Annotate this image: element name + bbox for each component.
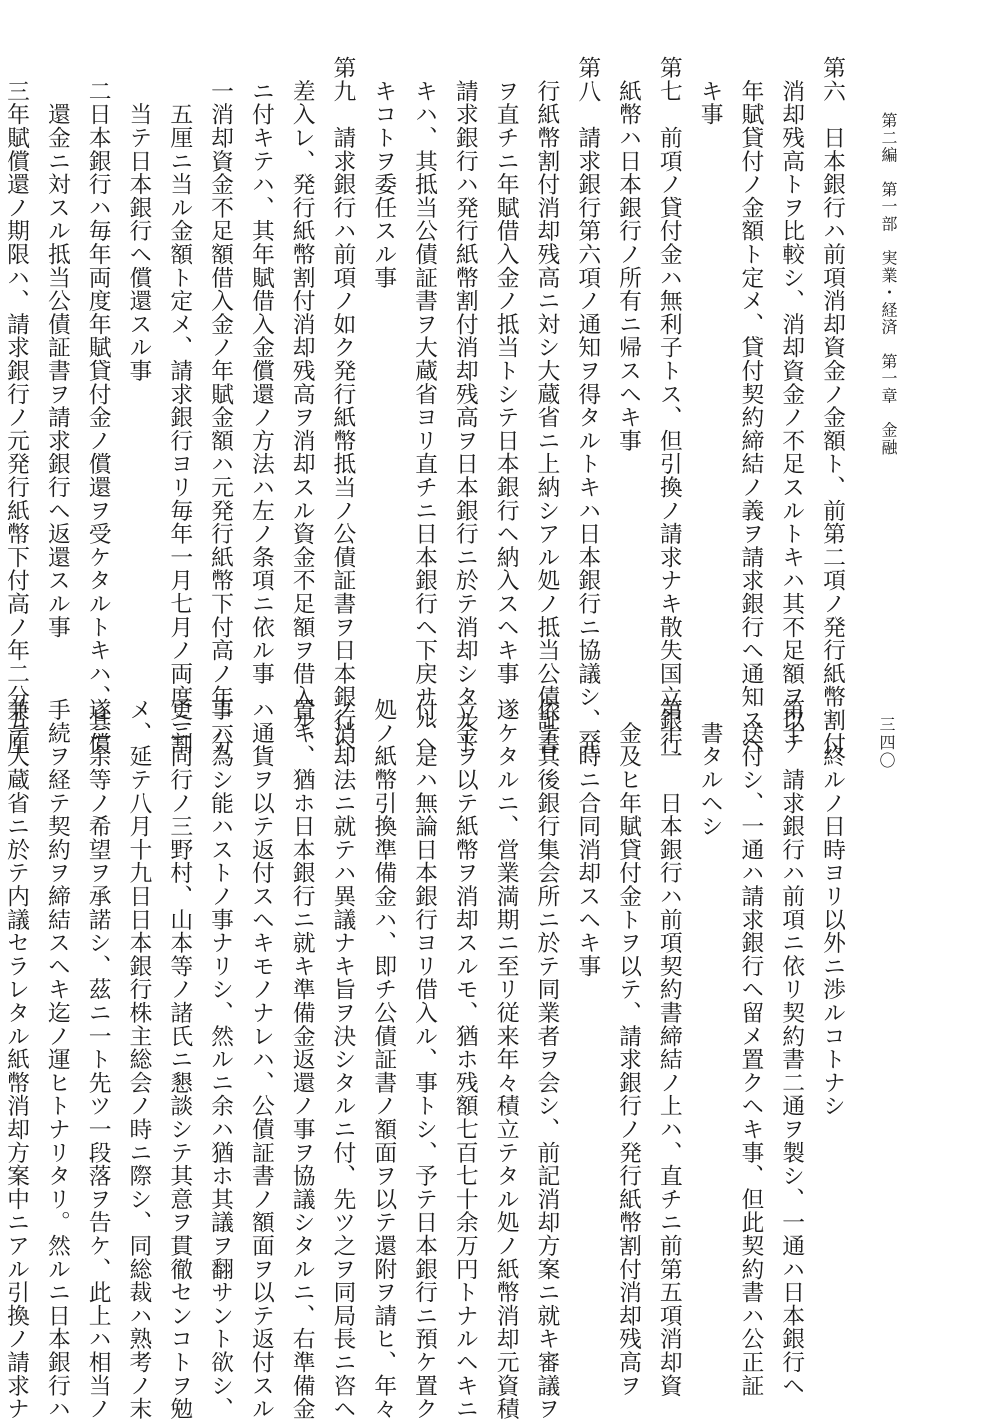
text-line: キコトヲ委任スル事 [370,56,397,289]
text-line: 二日本銀行ハ毎年両度年賦貸付金ノ償還ヲ受ケタルトキハ、其償 [84,56,111,755]
text-line: 当テ日本銀行ヘ償還スル事 [125,56,152,383]
text-line: 金及ヒ年賦貸付金トヲ以テ、請求銀行ノ発行紙幣割付消却残高ヲ [615,698,642,1397]
text-line: ハ通貨ヲ以テ返付スヘキモノナレハ、公債証書ノ額面ヲ以テ返付スル [247,698,274,1420]
page-number: 三四〇 [877,716,896,770]
text-line: 請求銀行ハ発行紙幣割付消却残高ヲ日本銀行ニ於テ消却シタルト [451,56,478,755]
text-line: 遂ケタルニ、営業満期ニ至リ従来年々積立テタル処ノ紙幣消却元資積 [492,698,519,1420]
text-line: 差入レ、発行紙幣割付消却残高ヲ消却スル資金不足額ヲ借入ル、 [288,56,315,755]
text-line: 一消却資金不足額借入金ノ年賦金額ハ元発行紙幣下付高ノ年二分 [207,56,234,755]
running-header: 第二編 第一部 実業・経済 第一章 金融 [879,112,898,456]
text-block-lower [3,698,852,1420]
text-line: 第十一 日本銀行ハ前項契約書締結ノ上ハ、直チニ前第五項消却資 [655,698,682,1397]
text-line: 第八 請求銀行第六項ノ通知ヲ得タルトキハ日本銀行ニ協議シ、発 [574,56,601,755]
text-line: メ、延テ八月十九日日本銀行株主総会ノ時ニ際シ、同総裁ハ熟考ノ末 [125,698,152,1420]
text-line: 三年賦償還ノ期限ハ、請求銀行ノ元発行紙幣下付高ノ年二分五厘 [3,56,30,755]
text-line: 更ニ同行ノ三野村、山本等ノ諸氏ニ懇談シテ其意ヲ貫徹センコトヲ勉 [166,698,193,1420]
text-line: 立金ヲ以テ紙幣ヲ消却スルモ、猶ホ残額七百七十余万円トナルヘキニ [451,698,478,1420]
text-line: 書タルヘシ [696,698,723,838]
text-line: 第七 前項ノ貸付金ハ無利子トス、但引換ノ請求ナキ散失国立銀行 [655,56,682,755]
text-line: ヲ直チニ年賦借入金ノ抵当トシテ日本銀行ヘ納入スヘキ事 [492,56,519,686]
text-line: 第十 請求銀行ハ前項ニ依リ契約書二通ヲ製シ、一通ハ日本銀行ヘ [778,698,805,1397]
text-line: 付、是ハ無論日本銀行ヨリ借入ル、事トシ、予テ日本銀行ニ預ケ置ク [411,698,438,1420]
text-line: 処ノ紙幣引換準備金ハ、即チ公債証書ノ額面ヲ以テ還附ヲ請ヒ、年々 [370,698,397,1420]
text-line: ニ付キテハ、其年賦借入金償還ノ方法ハ左ノ条項ニ依ル事 [247,56,274,686]
text-line: 手続ヲ経テ契約ヲ締結スヘキ迄ノ運ヒトナリタリ。然ルニ日本銀行ハ [43,698,70,1420]
text-line: 依テ其後銀行集会所ニ於テ同業者ヲ会シ、前記消却方案ニ就キ審議ヲ [533,698,560,1420]
text-line: 第九 請求銀行ハ前項ノ如ク発行紙幣抵当ノ公債証書ヲ日本銀行ヘ [329,56,356,755]
text-line: 送付シ、一通ハ請求銀行ヘ留メ置クヘキ事、但此契約書ハ公正証 [737,698,764,1397]
text-line: 行紙幣割付消却残高ニ対シ大蔵省ニ上納シアル処ノ抵当公債証書 [533,56,560,755]
text-line: 紙幣ハ日本銀行ノ所有ニ帰スヘキ事 [615,56,642,453]
text-line: 事ハ為シ能ハストノ事ナリシ、然ルニ余ハ猶ホ其議ヲ翻サント欲シ、 [207,698,234,1420]
text-line: 第六 日本銀行ハ前項消却資金ノ金額ト、前第二項ノ発行紙幣割付 [819,56,845,755]
text-line: ノ消却法ニ就テハ異議ナキ旨ヲ決シタルニ付、先ツ之ヲ同局長ニ咨ヘ [329,698,356,1420]
text-line: キハ、其抵当公債証書ヲ大蔵省ヨリ直チニ日本銀行ヘ下戻サルヘ [411,56,438,755]
text-line: 兼テ大蔵省ニ於テ内議セラレタル紙幣消却方案中ニアル引換ノ請求ナ [3,698,30,1420]
text-line: 終ルノ日時ヨリ以外ニ渉ルコトナシ [819,698,845,1118]
text-block-upper [3,56,852,755]
text-line: 年賦貸付ノ金額ト定メ、貸付契約締結ノ義ヲ請求銀行ヘ通知スヘ [737,56,764,755]
text-line: 一時ニ合同消却スヘキ事 [574,698,601,978]
text-line: 還金ニ対スル抵当公債証書ヲ請求銀行ヘ返還スル事 [43,56,70,639]
text-line: 消却残高トヲ比較シ、消却資金ノ不足スルトキハ其不足額ヲ以テ [778,56,805,755]
text-line: 五厘ニ当ル金額ト定メ、請求銀行ヨリ毎年一月七月ノ両度ニ割 [166,56,193,755]
text-line: 遂ニ余等ノ希望ヲ承諾シ、茲ニ一ト先ツ一段落ヲ告ケ、此上ハ相当ノ [84,698,111,1420]
text-line: キ事 [696,56,723,126]
text-line: 置キ、猶ホ日本銀行ニ就キ準備金返還ノ事ヲ協議シタルニ、右準備金 [288,698,315,1420]
